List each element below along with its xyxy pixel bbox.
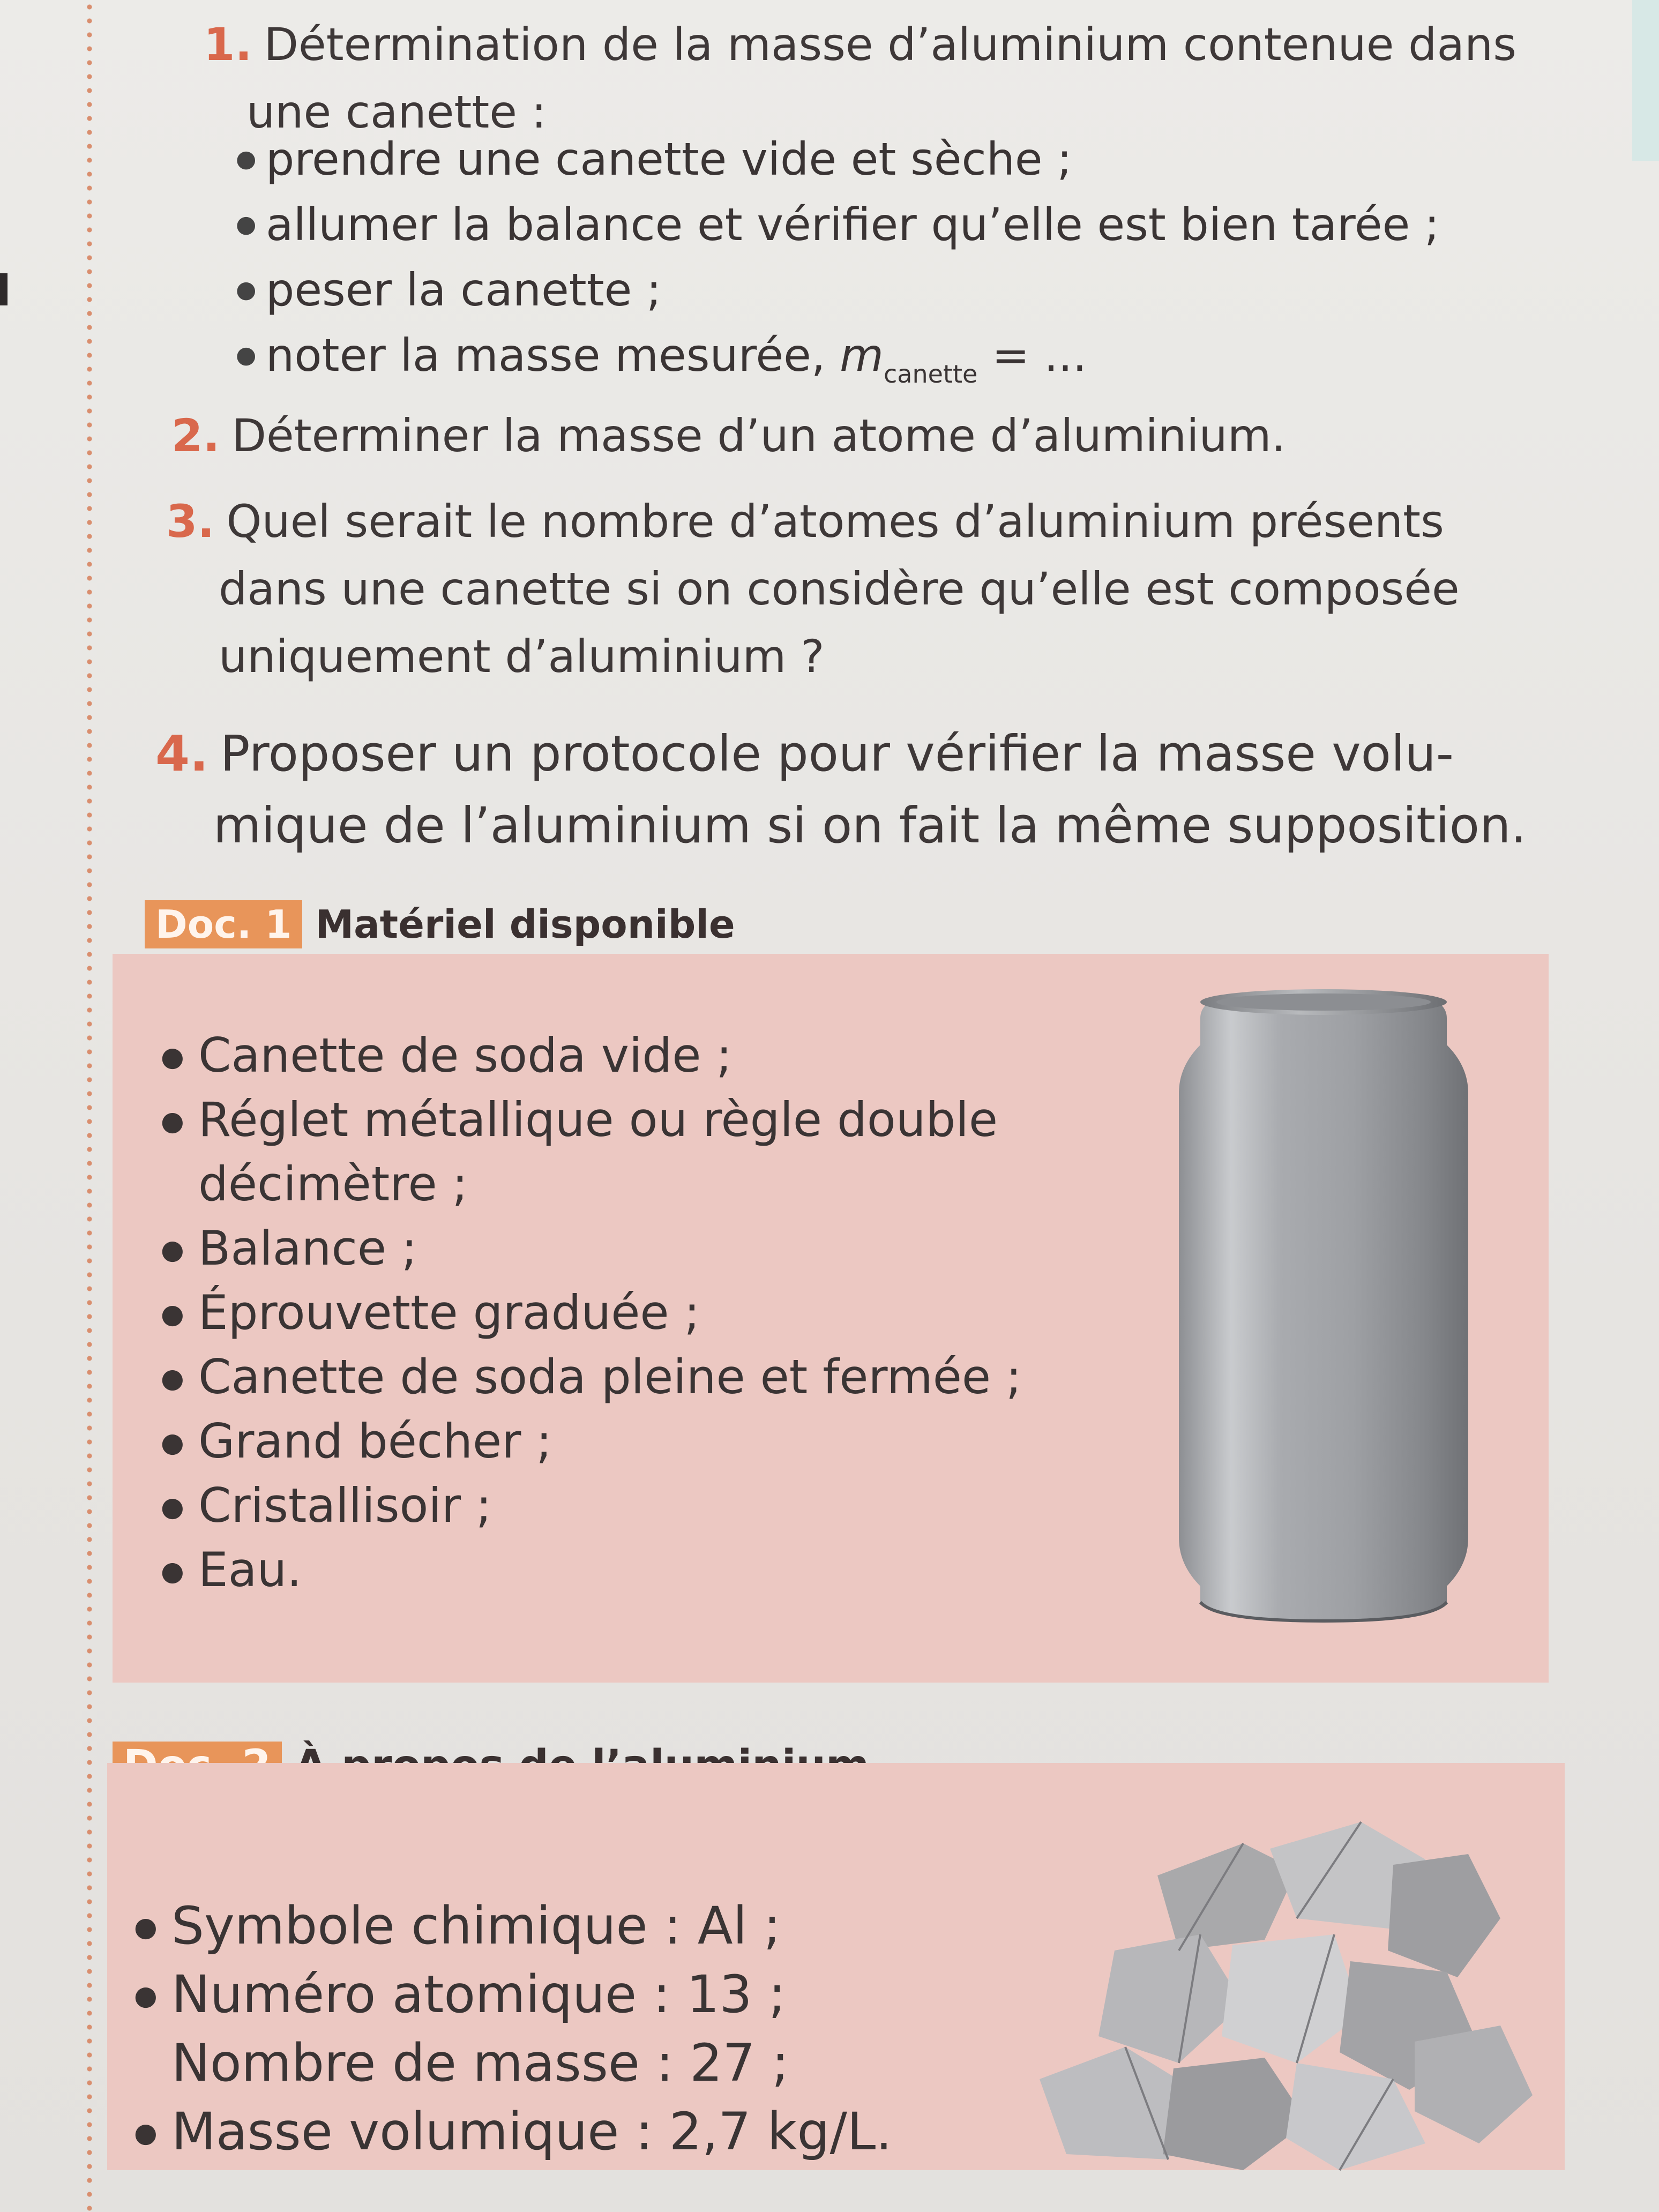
question-1-steps [236, 126, 1439, 407]
list-item: ● Cristallisoir ; [161, 1474, 1022, 1538]
step-item: ● allumer la balance et vérifier qu’elle est bien tarée ; [236, 192, 1439, 257]
list-item-continued: décimètre ; [198, 1156, 468, 1212]
question-4 [155, 718, 1527, 862]
list-item: ● Grand bécher ; [161, 1409, 1022, 1474]
list-item: ● Éprouvette graduée ; [161, 1281, 1022, 1345]
soda-can-image [1179, 986, 1468, 1624]
doc1-material-list [161, 1023, 1022, 1602]
mass-subscript: canette [884, 360, 978, 388]
aluminium-chunks-image [1018, 1811, 1543, 2176]
question-2 [171, 402, 1286, 469]
doc-title: Matériel disponible [315, 902, 735, 947]
question-number: 1. [204, 18, 252, 71]
doc1-header [145, 900, 735, 948]
doc2-property-list [134, 1892, 892, 2166]
doc-tag: Doc. 1 [145, 900, 302, 948]
list-item: ● Canette de soda pleine et fermée ; [161, 1345, 1022, 1409]
list-item: ● Numéro atomique : 13 ; [134, 1960, 892, 2029]
list-item: ● Balance ; [161, 1216, 1022, 1281]
step-text: noter la masse mesurée, [266, 329, 840, 382]
list-item: ● Masse volumique : 2,7 kg/L. [134, 2097, 892, 2166]
question-text: Déterminer la masse d’un atome d’aluminium. [231, 409, 1286, 462]
step-item: ● peser la canette ; [236, 257, 1439, 323]
mass-symbol: m [840, 329, 884, 382]
question-number: 3. [166, 495, 215, 548]
question-number: 2. [171, 409, 220, 462]
list-item: ● Eau. [161, 1538, 1022, 1602]
question-text: Détermination de la masse d’aluminium contenue dans [264, 18, 1516, 71]
question-text-continued: une canette : [246, 86, 547, 138]
margin-dotted-border [86, 0, 93, 2212]
question-1 [204, 11, 1516, 146]
page-edge-tab [1632, 0, 1659, 161]
step-item [236, 323, 1439, 407]
question-text: Proposer un protocole pour vérifier la masse volu- [220, 725, 1454, 782]
question-3 [166, 488, 1460, 690]
page-edge-mark [0, 273, 8, 305]
mass-suffix: = ... [977, 329, 1087, 382]
question-text-continued: mique de l’aluminium si on fait la même supposition. [213, 797, 1527, 854]
list-item: Nombre de masse : 27 ; [171, 2033, 789, 2093]
list-item [161, 1152, 1022, 1216]
list-item: ● Symbole chimique : Al ; [134, 1892, 892, 1960]
step-item: ● prendre une canette vide et sèche ; [236, 126, 1439, 192]
question-text-continued: dans une canette si on considère qu’elle est composée [219, 563, 1460, 615]
list-item: ● Réglet métallique ou règle double [161, 1088, 1022, 1152]
question-number: 4. [155, 725, 208, 782]
question-text: Quel serait le nombre d’atomes d’aluminium présents [226, 495, 1444, 548]
list-item: ● Canette de soda vide ; [161, 1023, 1022, 1088]
question-text-continued: uniquement d’aluminium ? [219, 630, 825, 683]
